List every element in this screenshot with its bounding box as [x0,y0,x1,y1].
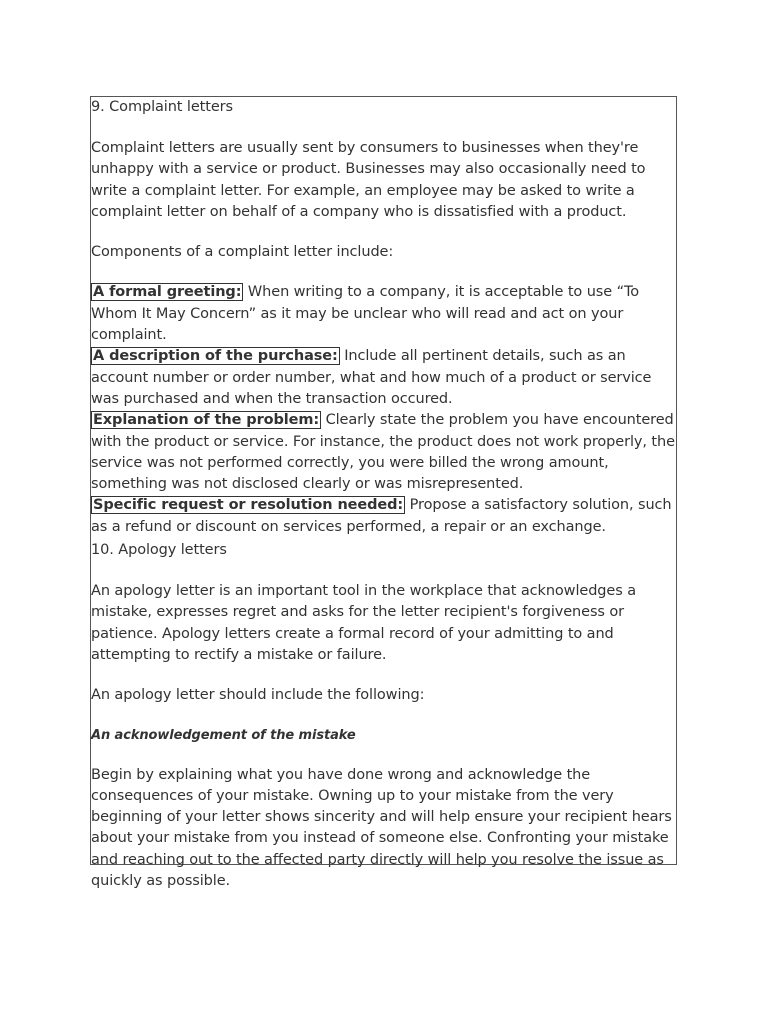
component-label: A description of the purchase: [93,348,338,365]
component-label: Specific request or resolution needed: [93,497,404,514]
component-description-of-purchase [91,346,676,410]
apology-subheading: An acknowledgement of the mistake [91,727,356,743]
section-title-apology-letters: 10. Apology letters [91,542,227,559]
components-list [91,282,676,538]
section-title-complaint-letters: 9. Complaint letters [91,99,233,115]
component-text: Propose a satisfactory solution, such as a refund or discount on services performed, a repair or an exchange. [91,497,672,535]
complaint-letters-intro: Complaint letters are usually sent by consumers to businesses when they're unhappy with a service or product. Businesses may also occasionally need to write a complaint letter. For example, an employee may be asked to write a complaint letter on behalf of a company who is dissatisfied with a product. [91,140,646,220]
component-text: When writing to a company, it is acceptable to use “To Whom It May Concern” as it may be unclear who will read and act on your complaint. [91,284,640,344]
component-label: A formal greeting: [93,284,242,301]
document-content [91,97,676,892]
component-formal-greeting [91,282,676,346]
component-label: Explanation of the problem: [93,412,320,429]
document-frame [90,96,677,890]
apology-body: Begin by explaining what you have done wrong and acknowledge the consequences of your mistake. Owning up to your mistake from the very beginning of your letter shows sincerity and will help ensure your recipient hears about your mistake from you instead of someone else. Confronting your mistake and reaching out to the affected party directly will help you resolve the issue as quickly as possible. [91,766,672,890]
components-lead: Components of a complaint letter include: [91,244,394,261]
component-text: Clearly state the problem you have encountered with the product or service. For instance, the product does not work properly, the service was not performed correctly, you were billed the wrong amount, something was not disclosed clearly or was misrepresented. [91,412,675,493]
component-specific-request [91,495,676,538]
component-explanation-of-problem [91,410,676,495]
component-text: Include all pertinent details, such as an account number or order number, what and how much of a product or service was purchased and when the transaction occured. [91,348,652,407]
apology-letters-intro: An apology letter is an important tool in the workplace that acknowledges a mistake, expresses regret and asks for the letter recipient's forgiveness or patience. Apology letters create a formal record of your admitting to and attempting to rectify a mistake or failure. [91,583,636,663]
apology-include-lead: An apology letter should include the following: [91,687,425,704]
